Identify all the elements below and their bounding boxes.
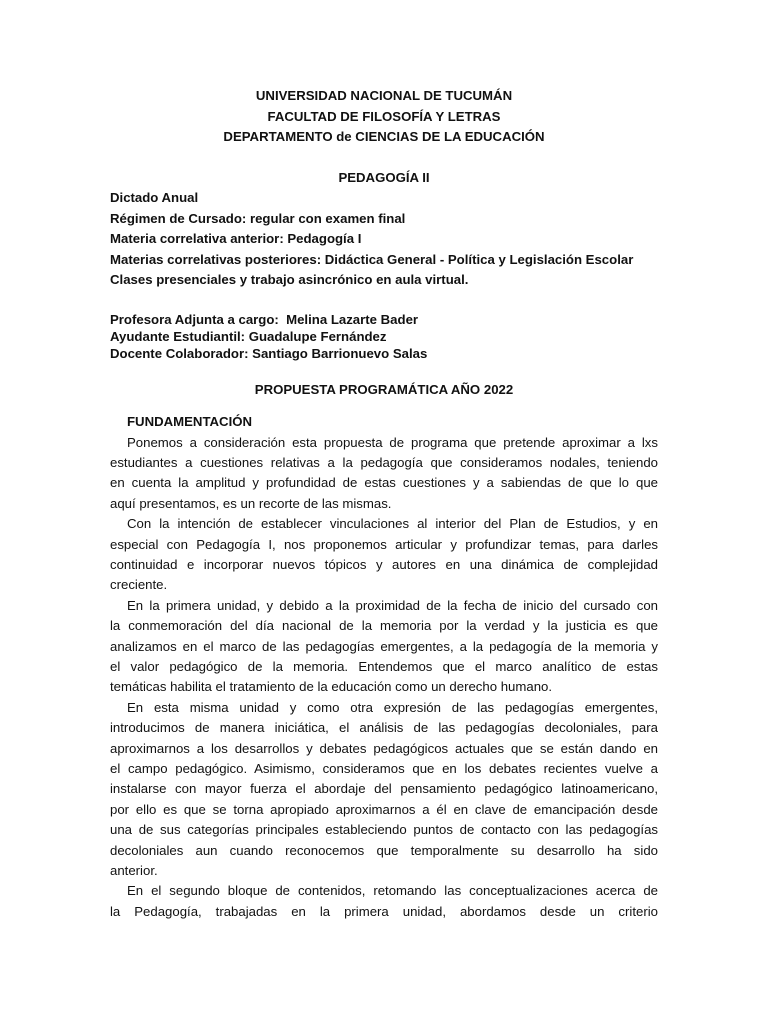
staff-ayudante: Ayudante Estudiantil: Guadalupe Fernández: [110, 328, 387, 344]
course-title: PEDAGOGÍA II: [338, 169, 430, 185]
proposal-title: PROPUESTA PROGRAMÁTICA AÑO 2022: [254, 381, 514, 397]
paragraph-line: el campo pedagógico. Asimismo, consideramos que en los debates recientes vuelve a: [110, 761, 658, 776]
paragraph-line: instalarse con mayor fuerza el abordaje del pensamiento pedagógico latinoamericano,: [110, 781, 658, 797]
paragraph-line: En el segundo bloque de contenidos, retomando las conceptualizaciones acerca de: [127, 883, 658, 899]
paragraph-line: Ponemos a consideración esta propuesta de programa que pretende aproximar a lxs: [127, 434, 658, 450]
faculty-name: FACULTAD DE FILOSOFÍA Y LETRAS: [267, 108, 501, 124]
staff-profesora: Profesora Adjunta a cargo: Melina Lazarte Bader: [110, 311, 419, 327]
paragraph-1: [110, 433, 658, 515]
paragraph-line: aproximarnos a los desarrollos y debates pedagógicos actuales que se están dando en: [110, 740, 658, 756]
paragraph-line: introducimos de manera iniciática, el análisis de las pedagogías decoloniales, para: [110, 720, 658, 736]
paragraph-line: la conmemoración del día nacional de la memoria por la verdad y la justicia es que: [110, 618, 658, 634]
department-name: DEPARTAMENTO de CIENCIAS DE LA EDUCACIÓN: [223, 129, 545, 144]
course-detail-dictado: Dictado Anual: [110, 190, 199, 205]
paragraph-line: el valor pedagógico de la memoria. Entendemos que el marco analítico de estas: [110, 658, 658, 674]
section-heading-fundamentacion: FUNDAMENTACIÓN: [127, 414, 253, 429]
paragraph-line: decoloniales aun cuando reconocemos que temporalmente su desarrollo ha sido: [110, 842, 658, 858]
paragraph-line: aquí presentamos, es un recorte de las mismas.: [110, 495, 392, 511]
staff-colaborador: Docente Colaborador: Santiago Barrionuevo Salas: [110, 345, 428, 361]
paragraph-line: estudiantes a cuestiones relativas a la pedagogía que consideramos nodales, teniendo: [110, 454, 658, 470]
course-detail-modalidad: Clases presenciales y trabajo asincrónico en aula virtual.: [110, 272, 469, 287]
paragraph-line: en cuenta la amplitud y profundidad de estas cuestiones y a sabiendas de que lo que: [110, 475, 658, 491]
paragraph-line: por ello es que se torna apropiado aproximarnos a él en clave de emancipación desde: [110, 801, 658, 817]
paragraph-line: temáticas habilita el tratamiento de la educación como un derecho humano.: [110, 679, 553, 695]
paragraph-line: creciente.: [110, 577, 168, 593]
course-detail-regimen: Régimen de Cursado: regular con examen final: [110, 210, 406, 226]
document-content: [110, 86, 658, 922]
paragraph-5: [110, 881, 658, 922]
paragraph-line: Con la intención de establecer vinculaciones al interior del Plan de Estudios, y en: [127, 516, 658, 532]
paragraph-3: [110, 596, 658, 698]
paragraph-line: anterior.: [110, 863, 158, 879]
paragraph-line: una de sus categorías principales estableciendo puntos de contacto con las pedagogías: [110, 822, 658, 838]
course-detail-correlativa-anterior: Materia correlativa anterior: Pedagogía I: [110, 231, 362, 246]
paragraph-line: En esta misma unidad y como otra expresión de las pedagogías emergentes,: [127, 699, 658, 715]
paragraph-line: especial con Pedagogía I, nos proponemos articular y profundizar temas, para darles: [110, 536, 658, 552]
course-detail-correlativas-posteriores: Materias correlativas posteriores: Didáctica General - Política y Legislación Escolar: [110, 251, 634, 267]
university-name: UNIVERSIDAD NACIONAL DE TUCUMÁN: [255, 88, 513, 103]
paragraph-line: En la primera unidad, y debido a la proximidad de la fecha de inicio del cursado con: [127, 597, 658, 613]
paragraph-4: [110, 698, 658, 882]
paragraph-line: analizamos en el marco de las pedagogías emergentes, a la pedagogía de la memoria y: [110, 638, 658, 654]
paragraph-line: la Pedagogía, trabajadas en la primera unidad, abordamos desde un criterio: [110, 903, 658, 919]
paragraph-2: [110, 514, 658, 596]
paragraph-line: continuidad e incorporar nuevos tópicos y autores en una dinámica de complejidad: [110, 556, 658, 572]
